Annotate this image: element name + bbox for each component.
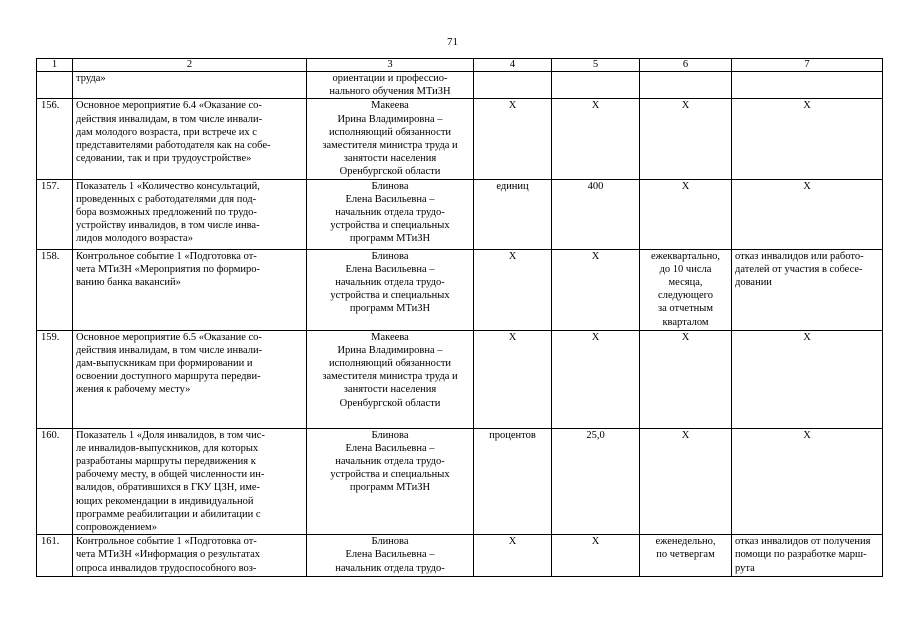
data-table <box>36 58 883 577</box>
table-row <box>37 72 883 99</box>
cell-c4: Х <box>474 535 552 577</box>
cell-c3: Блинова Елена Васильевна – начальник отдела трудо- устройства и специальных программ МТиЗН <box>307 249 474 330</box>
cell-num: 160. <box>37 428 73 535</box>
cell-c2: труда» <box>73 72 307 99</box>
cell-c5: Х <box>552 99 640 179</box>
column-header: 5 <box>552 59 640 72</box>
cell-c2: Показатель 1 «Количество консультаций, проведенных с работодателями для под- бора возможных предложений по трудо- устройству инвалидов, в том числе инва- лидов молодого возраста» <box>73 179 307 249</box>
cell-c2: Основное мероприятие 6.5 «Оказание со- действия инвалидам, в том числе инвали- дам-выпускникам при формировании и освоении доступного маршрута передви- жения к рабочему месту» <box>73 330 307 428</box>
column-header: 7 <box>732 59 883 72</box>
column-header: 6 <box>640 59 732 72</box>
cell-c7 <box>732 72 883 99</box>
table-row <box>37 249 883 330</box>
cell-c2: Контрольное событие 1 «Подготовка от- чета МТиЗН «Информация о результатах опроса инвалидов трудоспособного воз- <box>73 535 307 577</box>
cell-c4: Х <box>474 249 552 330</box>
cell-c4: единиц <box>474 179 552 249</box>
column-header: 4 <box>474 59 552 72</box>
cell-c7: отказ инвалидов или работо- дателей от участия в собесе- довании <box>732 249 883 330</box>
cell-c3: Макеева Ирина Владимировна – исполняющий обязанности заместителя министра труда и занятости населения Оренбургской области <box>307 99 474 179</box>
cell-c7: Х <box>732 330 883 428</box>
cell-c5: Х <box>552 535 640 577</box>
cell-c6: Х <box>640 428 732 535</box>
cell-c3: ориентации и профессио- нального обучения МТиЗН <box>307 72 474 99</box>
cell-c5 <box>552 72 640 99</box>
cell-num: 156. <box>37 99 73 179</box>
cell-c3: Блинова Елена Васильевна – начальник отдела трудо- устройства и специальных программ МТиЗН <box>307 179 474 249</box>
cell-num: 159. <box>37 330 73 428</box>
cell-c6: Х <box>640 179 732 249</box>
header-row <box>37 59 883 72</box>
column-header: 3 <box>307 59 474 72</box>
column-header: 2 <box>73 59 307 72</box>
table-row <box>37 330 883 428</box>
cell-num: 157. <box>37 179 73 249</box>
cell-c3: Блинова Елена Васильевна – начальник отдела трудо- <box>307 535 474 577</box>
column-header: 1 <box>37 59 73 72</box>
cell-c4: Х <box>474 99 552 179</box>
table-row <box>37 179 883 249</box>
cell-num <box>37 72 73 99</box>
cell-c2: Показатель 1 «Доля инвалидов, в том чис- ле инвалидов-выпускников, для которых разработаны маршруты передвижения к рабочему месту, в общей численности ин- валидов, обратившихся в ГКУ ЦЗН, име- ющих рекомендации в индивидуальной программе реабилитации и абилитации с сопровождением» <box>73 428 307 535</box>
cell-c2: Основное мероприятие 6.4 «Оказание со- действия инвалидам, в том числе инвали- дам молодого возраста, при встрече их с представителями работодателя как на собе- седовании, так и при трудоустройстве» <box>73 99 307 179</box>
page-number: 71 <box>447 36 458 48</box>
cell-c5: Х <box>552 249 640 330</box>
cell-num: 158. <box>37 249 73 330</box>
cell-c6 <box>640 72 732 99</box>
cell-c5: Х <box>552 330 640 428</box>
cell-c5: 400 <box>552 179 640 249</box>
cell-c4: процентов <box>474 428 552 535</box>
cell-c7: Х <box>732 179 883 249</box>
cell-c5: 25,0 <box>552 428 640 535</box>
cell-c6: ежеквартально, до 10 числа месяца, следующего за отчетным кварталом <box>640 249 732 330</box>
cell-c7: Х <box>732 428 883 535</box>
cell-c3: Блинова Елена Васильевна – начальник отдела трудо- устройства и специальных программ МТиЗН <box>307 428 474 535</box>
cell-num: 161. <box>37 535 73 577</box>
cell-c4 <box>474 72 552 99</box>
cell-c4: Х <box>474 330 552 428</box>
cell-c2: Контрольное событие 1 «Подготовка от- чета МТиЗН «Мероприятия по формиро- ванию банка вакансий» <box>73 249 307 330</box>
table-row <box>37 99 883 179</box>
cell-c3: Макеева Ирина Владимировна – исполняющий обязанности заместителя министра труда и занятости населения Оренбургской области <box>307 330 474 428</box>
cell-c7: отказ инвалидов от получения помощи по разработке марш- рута <box>732 535 883 577</box>
cell-c6: Х <box>640 330 732 428</box>
cell-c6: Х <box>640 99 732 179</box>
table-row <box>37 535 883 577</box>
cell-c7: Х <box>732 99 883 179</box>
cell-c6: еженедельно, по четвергам <box>640 535 732 577</box>
table-row <box>37 428 883 535</box>
